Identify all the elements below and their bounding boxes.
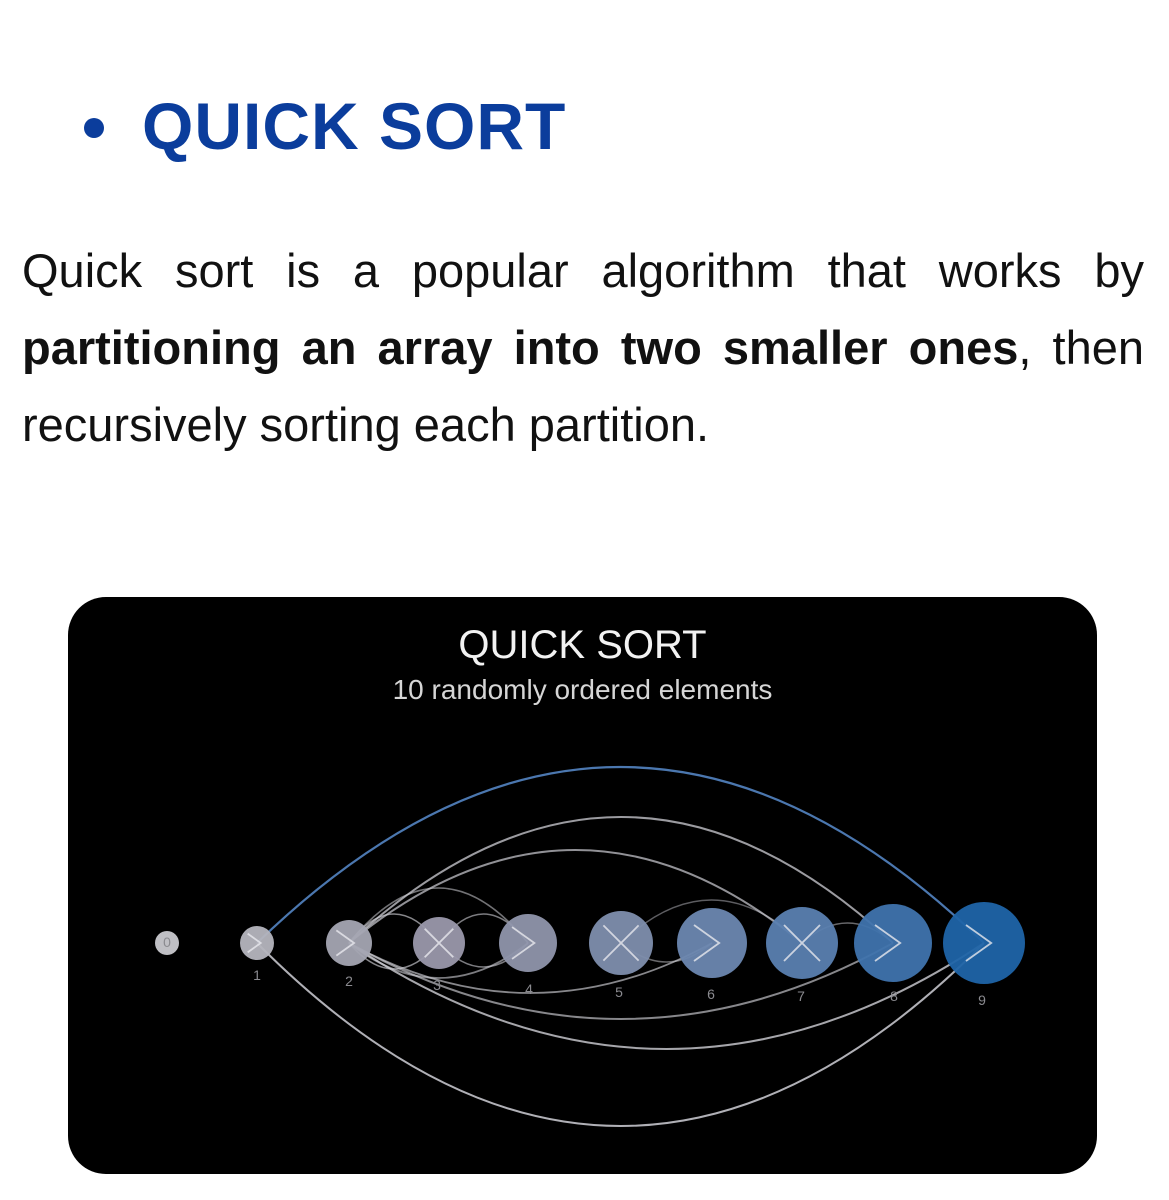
- element-label-7: 7: [797, 988, 805, 1004]
- element-circle-9: [943, 902, 1025, 984]
- diagram-title: QUICK SORT: [458, 623, 707, 667]
- element-circle-2: [326, 920, 372, 966]
- element-circle-6: [677, 908, 747, 978]
- description-paragraph: [22, 232, 1144, 463]
- element-circle-1: [240, 926, 274, 960]
- diagram-subtitle: 10 randomly ordered elements: [392, 674, 773, 705]
- element-circle-4: [499, 914, 557, 972]
- element-label-9: 9: [978, 992, 986, 1008]
- element-label-3: 3: [433, 977, 441, 993]
- element-label-8: 8: [890, 988, 898, 1004]
- quicksort-diagram-card: [68, 597, 1097, 1174]
- element-label-1: 1: [253, 967, 261, 983]
- element-label-5: 5: [615, 984, 623, 1000]
- bullet-icon: [84, 118, 104, 138]
- element-label-0: 0: [163, 934, 171, 950]
- element-circle-8: [854, 904, 932, 982]
- element-label-2: 2: [345, 973, 353, 989]
- description-text-2: , then recursively sorting each partition.: [22, 321, 1145, 451]
- element-label-6: 6: [707, 986, 715, 1002]
- heading-title: QUICK SORT: [142, 89, 567, 163]
- description-bold-text: partitioning an array into two smaller ones: [22, 321, 1019, 374]
- element-label-4: 4: [525, 981, 533, 997]
- section-heading: [84, 88, 566, 164]
- description-text-1: Quick sort is a popular algorithm that works by: [22, 244, 1144, 297]
